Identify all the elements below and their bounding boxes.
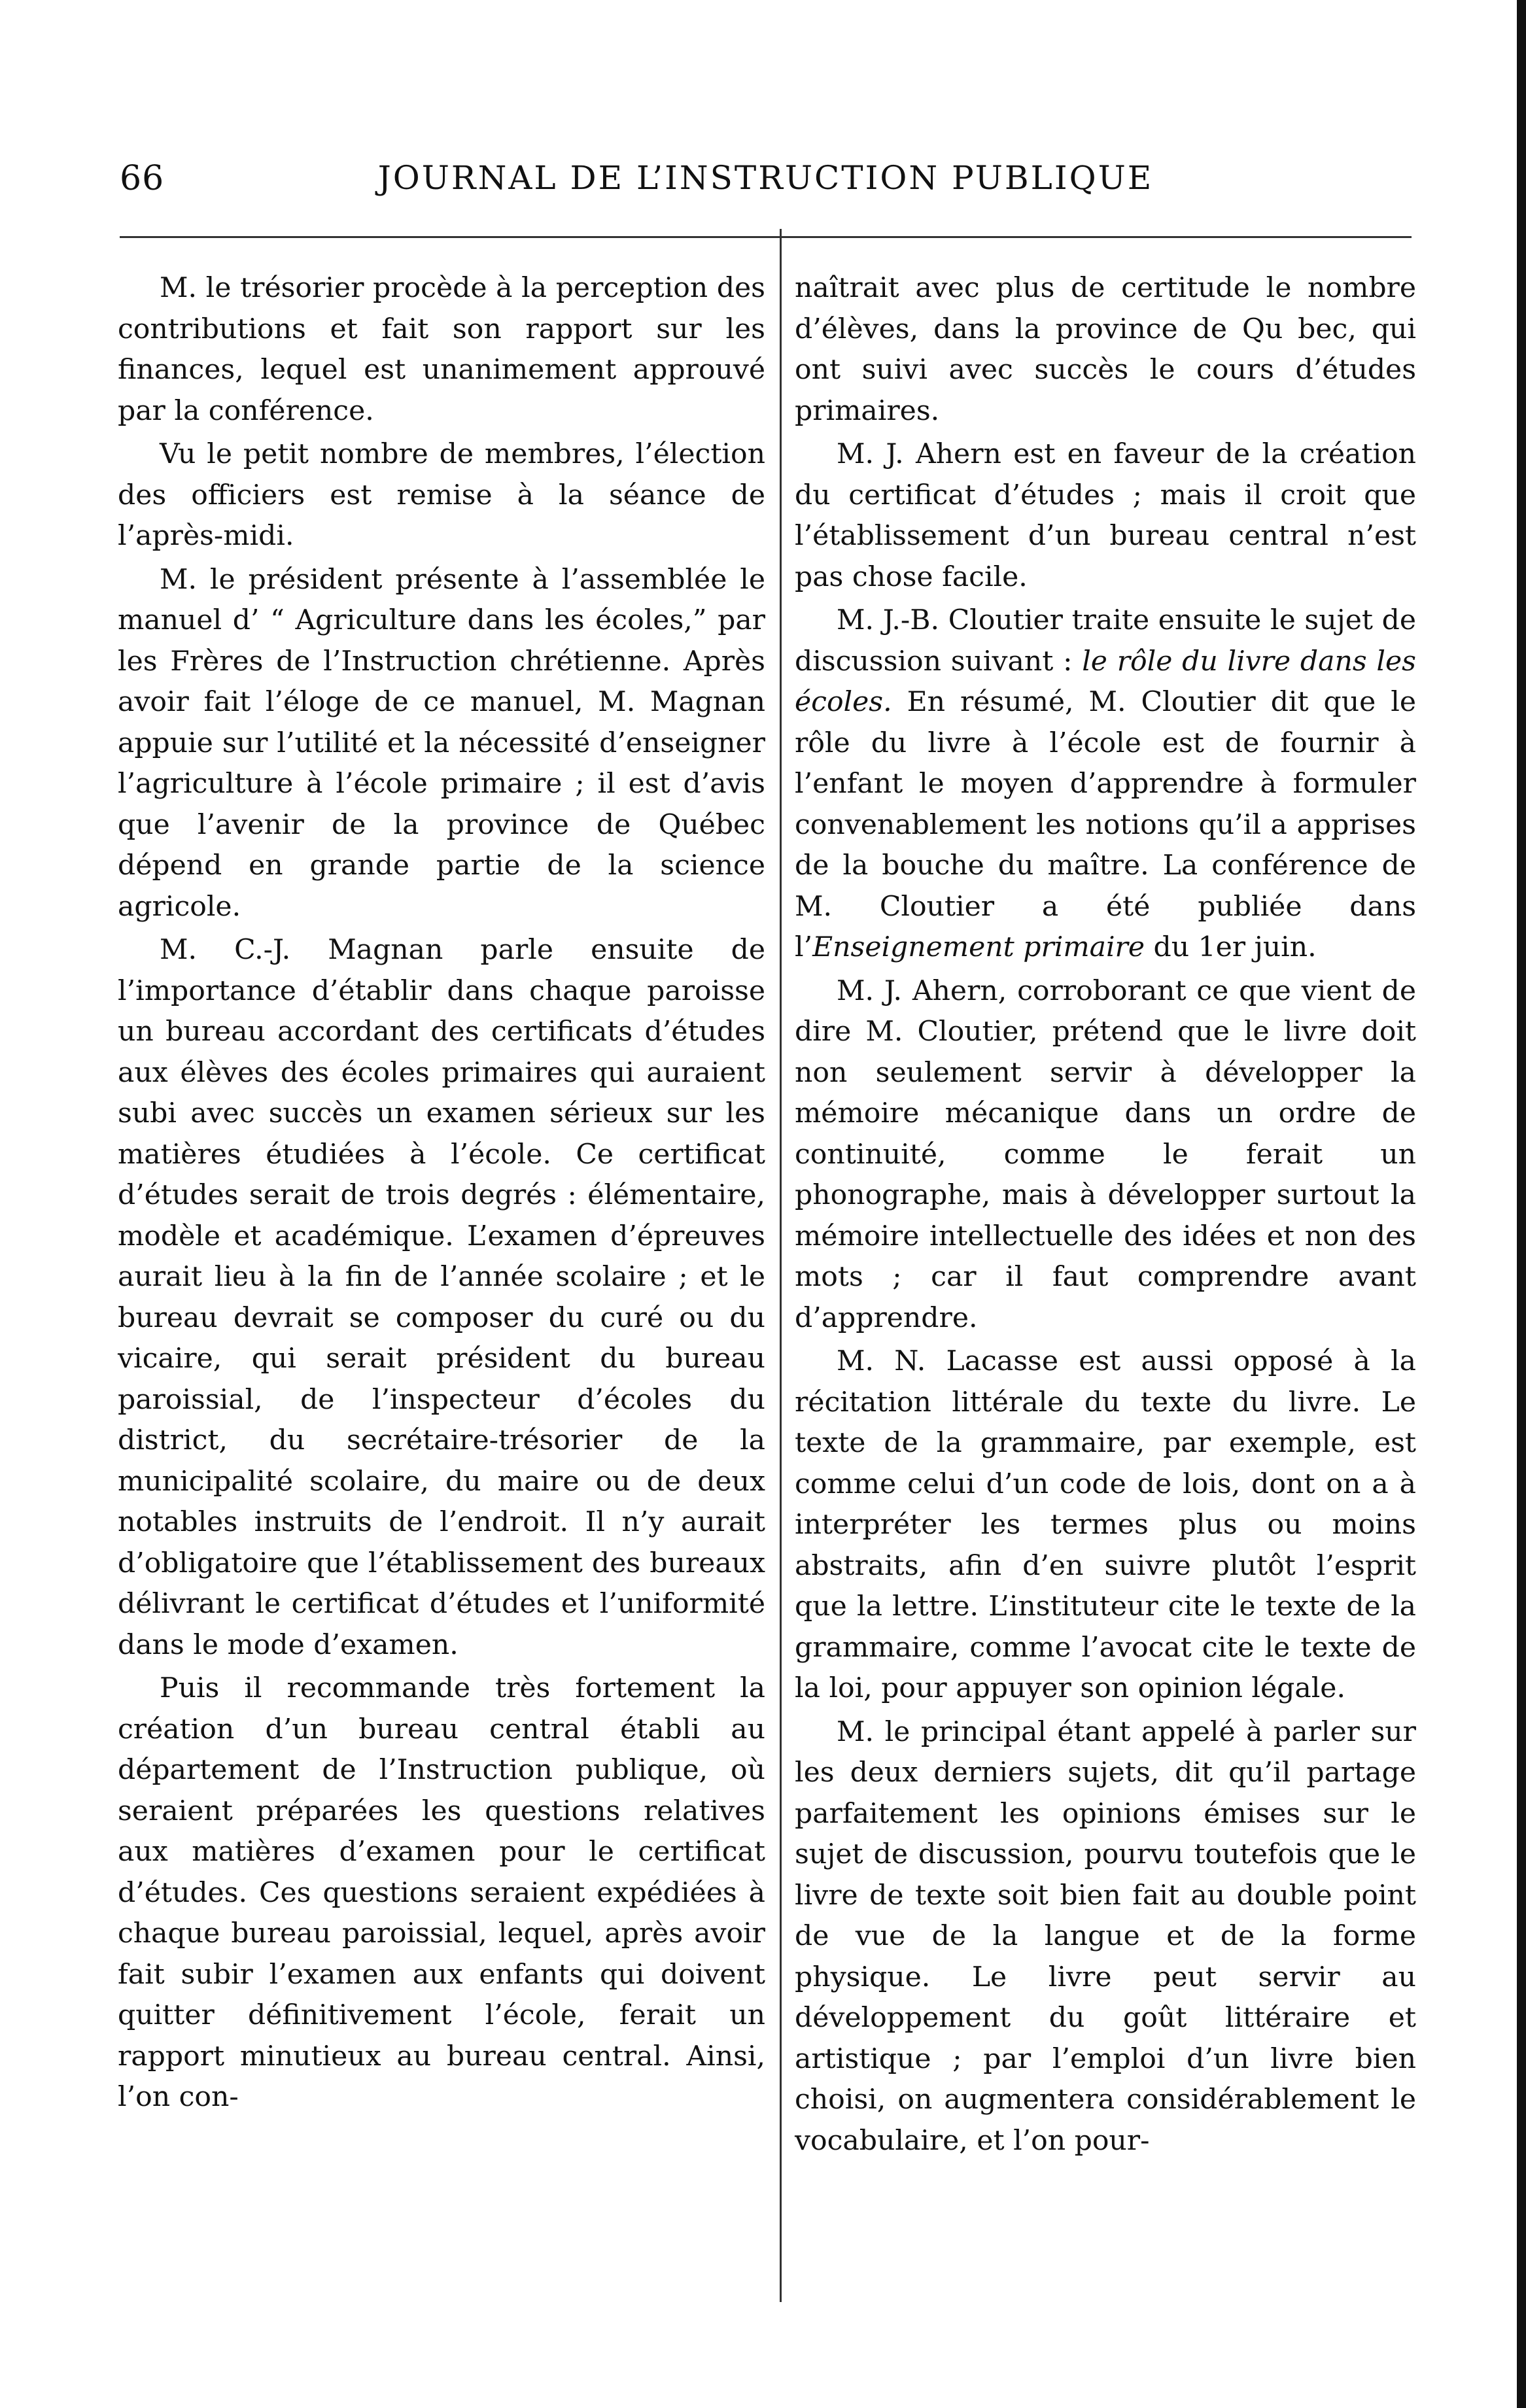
publication-title: Enseignement primaire (812, 931, 1145, 963)
paragraph-text: du 1er juin. (1145, 931, 1317, 963)
paragraph: Vu le petit nombre de membres, l’élection des officiers est remise à la séance de l’après-midi. (118, 438, 765, 552)
paragraph (795, 600, 1416, 969)
paragraph: M. C.-J. Magnan parle ensuite de l’importance d’établir dans chaque paroisse un bureau accordant des certificats d’études aux élèves des écoles primaires qui auraient subi avec succès un examen sérieux sur les matières étudiées à l’école. Ce certificat d’études serait de trois degrés : élémentaire, modèle et académique. L’examen d’épreuves aurait lieu à la fin de l’année scolaire ; et le bureau devrait se composer du curé ou du vicaire, qui serait président du bureau paroissial, de l’inspecteur d’écoles du district, du secrétaire-trésorier de la municipalité scolaire, du maire ou de deux notables instruits de l’endroit. Il n’y aurait d’obligatoire que l’établissement des bureaux délivrant le certificat d’études et l’uniformité dans le mode d’examen. (118, 934, 765, 1661)
page-header (120, 159, 1412, 208)
discussion-topic: le rôle du livre dans les écoles. (795, 645, 1416, 718)
running-title: JOURNAL DE L’INSTRUCTION PUBLIQUE (377, 159, 1154, 197)
paragraph: naîtrait avec plus de certitude le nombre d’élèves, dans la province de Qu bec, qui ont suivi avec succès le cours d’études primaires. (795, 272, 1416, 427)
page-edge-shadow (1517, 0, 1526, 2408)
paragraph: M. le président présente à l’assemblée le manuel d’ “ Agriculture dans les écoles,” par les Frères de l’Instruction chrétienne. Après avoir fait l’éloge de ce manuel, M. Magnan appuie sur l’utilité et la nécessité d’enseigner l’agriculture à l’école primaire ; il est d’avis que l’avenir de la province de Québec dépend en grande partie de la science agricole. (118, 563, 765, 923)
paragraph: M. J. Ahern est en faveur de la création du certificat d’études ; mais il croit que l’établissement d’un bureau central n’est pas chose facile. (795, 438, 1416, 593)
page-number: 66 (120, 159, 165, 198)
paragraph: Puis il recommande très fortement la création d’un bureau central établi au département de l’Instruction publique, où seraient préparées les questions relatives aux matières d’examen pour le certificat d’études. Ces questions seraient expédiées à chaque bureau paroissial, lequel, après avoir fait subir l’examen aux enfants qui doivent quitter définitivement l’école, ferait un rapport minutieux au bureau central. Ainsi, l’on con- (118, 1672, 765, 2113)
header-rule (120, 236, 1412, 238)
paragraph: M. N. Lacasse est aussi opposé à la récitation littérale du texte du livre. Le texte de la grammaire, par exemple, est comme celui d’un code de lois, dont on a à interpréter les termes plus ou moins abstraits, afin d’en suivre plutôt l’esprit que la lettre. L’instituteur cite le texte de la grammaire, comme l’avocat cite le texte de la loi, pour appuyer son opinion légale. (795, 1345, 1416, 1704)
paragraph-text: M. J.-B. Cloutier traite ensuite le sujet de discussion suivant : (795, 604, 1416, 678)
paragraph: M. le trésorier procède à la perception des contributions et fait son rapport sur les finances, lequel est unanimement approuvé par la conférence. (118, 272, 765, 427)
paragraph: M. le principal étant appelé à parler sur les deux derniers sujets, dit qu’il partage parfaitement les opinions émises sur le sujet de discussion, pourvu toutefois que le livre de texte soit bien fait au double point de vue de la langue et de la forme physique. Le livre peut servir au développement du goût littéraire et artistique ; par l’emploi d’un livre bien choisi, on augmentera considérablement le vocabulaire, et l’on pour- (795, 1715, 1416, 2157)
column-divider (780, 229, 782, 2302)
paragraph-text: En résumé, M. Cloutier dit que le rôle du livre à l’école est de fournir à l’enfant le moyen d’apprendre à formuler convenablement les notions qu’il a apprises de la bouche du maître. La conférence de M. Cloutier a été publiée dans l’ (795, 686, 1416, 963)
left-column (118, 268, 765, 2118)
right-column (795, 268, 1416, 2161)
paragraph: M. J. Ahern, corroborant ce que vient de dire M. Cloutier, prétend que le livre doit non seulement servir à développer la mémoire mécanique dans un ordre de continuité, comme le ferait un phonographe, mais à développer surtout la mémoire intellectuelle des idées et non des mots ; car il faut comprendre avant d’apprendre. (795, 974, 1416, 1334)
